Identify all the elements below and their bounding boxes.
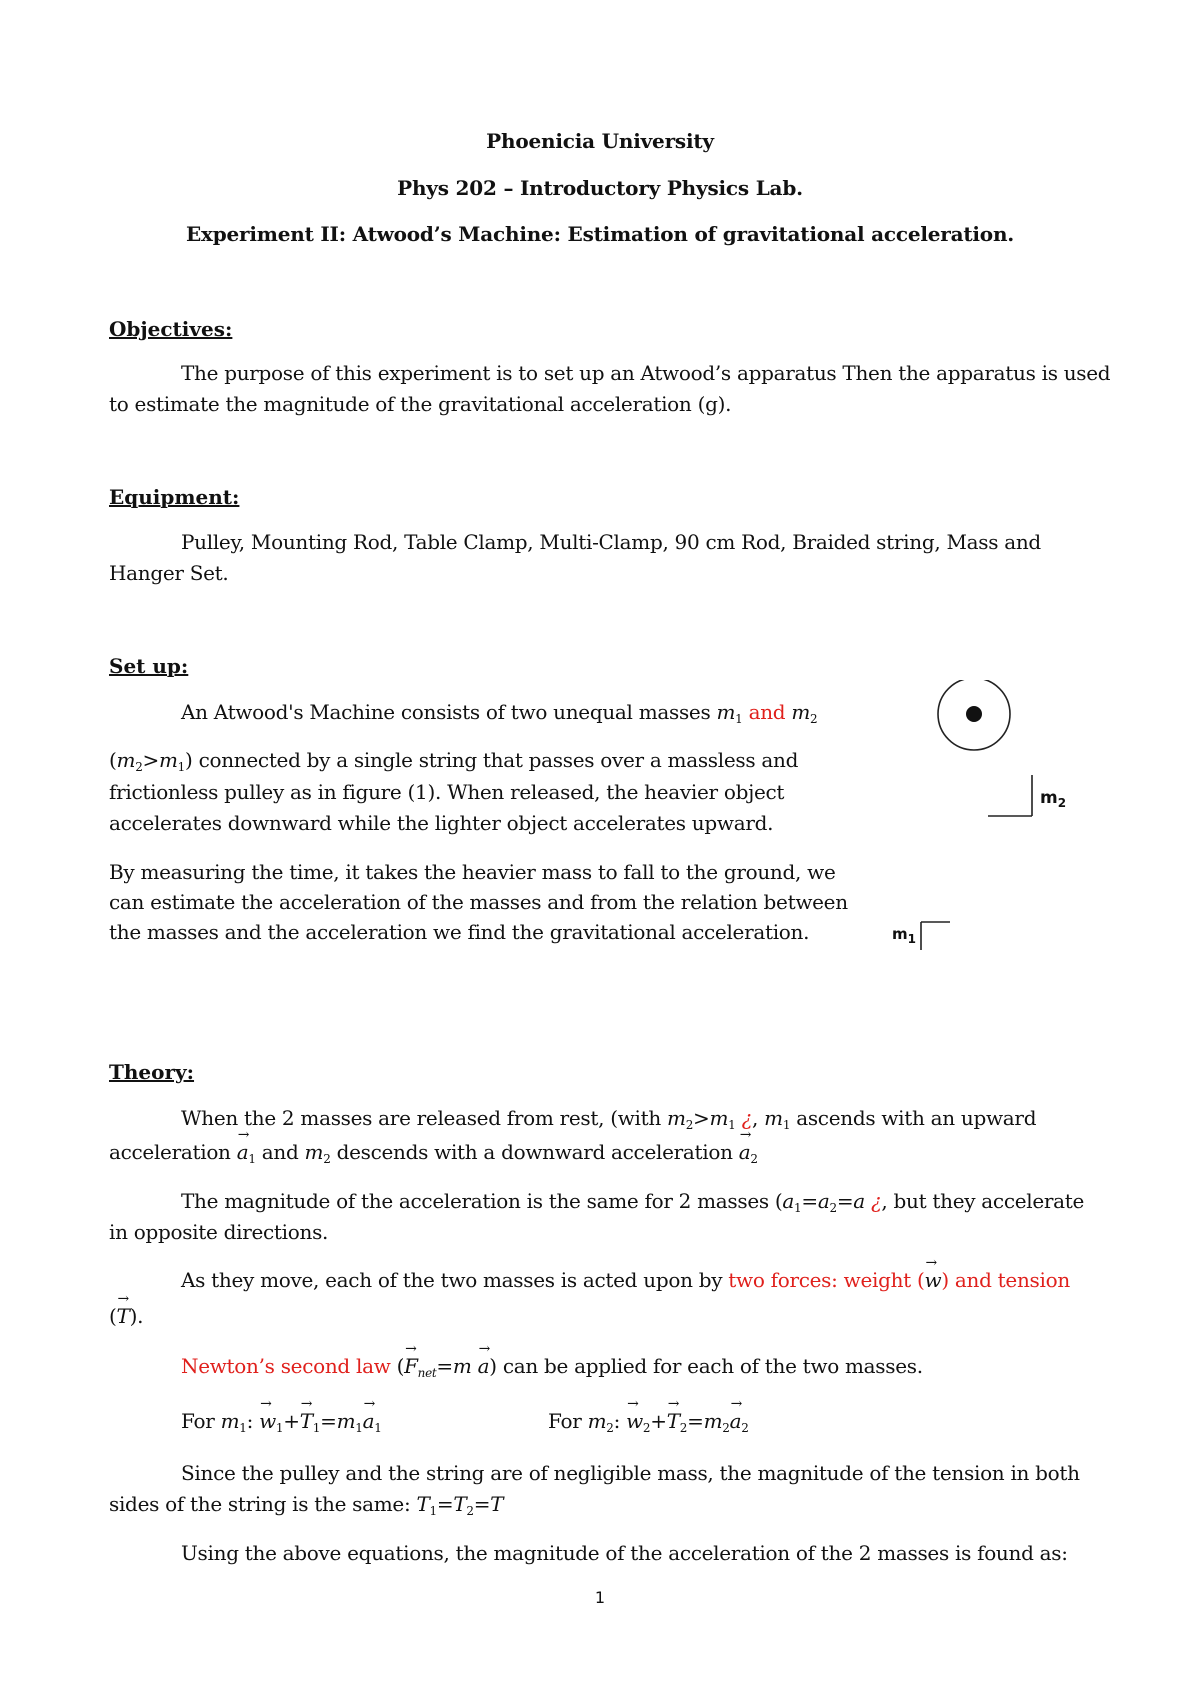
setup-heading: Set up: [109, 654, 189, 678]
figure-label-m2: $m_2$ [1040, 788, 1067, 810]
atwood-figure [892, 680, 1110, 980]
setup-line-2: $(m_2>m_1)$ connected by a single string that passes over a massless and [109, 748, 799, 774]
setup-line-6: can estimate the acceleration of the masses and from the relation between [109, 890, 848, 914]
theory-line-2: acceleration → $a_1$ and $m_2$ descends with a downward acceleration → $a_2$ [109, 1142, 758, 1165]
experiment-title: Experiment II: Atwood’s Machine: Estimation of gravitational acceleration. [185, 222, 1015, 246]
pulley-axle [966, 706, 982, 722]
theory-line-8: Since the pulley and the string are of negligible mass, the magnitude of the tension in both [181, 1461, 1080, 1485]
theory-line-4: in opposite directions. [109, 1220, 329, 1244]
objectives-heading: Objectives: [109, 317, 233, 341]
atwood-diagram [900, 680, 1110, 980]
theory-line-9: sides of the string is the same: $T_1=T_2=T$ [109, 1492, 504, 1518]
theory-line-6: (→ T). [109, 1306, 143, 1326]
setup-line-4: accelerates downward while the lighter object accelerates upward. [109, 811, 774, 835]
theory-line-3: The magnitude of the acceleration is the same for 2 masses ($a_1=a_2=a$ ¿, but they accelerate [181, 1189, 1085, 1215]
setup-line-7: the masses and the acceleration we find the gravitational acceleration. [109, 920, 810, 944]
equipment-heading: Equipment: [109, 485, 240, 509]
setup-line-3: frictionless pulley as in figure (1). When released, the heavier object [109, 780, 785, 804]
equipment-line-2: Hanger Set. [109, 561, 229, 585]
objectives-line-2: to estimate the magnitude of the gravitational acceleration (g). [109, 392, 732, 416]
theory-line-7: Newton’s second law (→ $F_{net}=m \to a$) can be applied for each of the two masses. [181, 1356, 923, 1379]
course-title: Phys 202 – Introductory Physics Lab. [397, 176, 803, 200]
setup-line-5: By measuring the time, it takes the heavier mass to fall to the ground, we [109, 860, 836, 884]
theory-equation-m2: For $m_2$: → $w_2+\to T_2=m_2\to a_2$ [548, 1411, 749, 1434]
theory-heading: Theory: [109, 1060, 195, 1084]
objectives-line-1: The purpose of this experiment is to set up an Atwood’s apparatus Then the apparatus is used [181, 361, 1111, 385]
equipment-line-1: Pulley, Mounting Rod, Table Clamp, Multi-Clamp, 90 cm Rod, Braided string, Mass and [181, 530, 1041, 554]
theory-line-1: When the 2 masses are released from rest, (with $m_2>m_1$ ¿, $m_1$ ascends with an upward [181, 1106, 1037, 1132]
theory-line-5: As they move, each of the two masses is acted upon by two forces: weight (→ w) and tension [181, 1270, 1070, 1290]
figure-label-m1: $m_1$ [892, 925, 916, 946]
theory-equation-m1: For $m_1$: → $w_1+\to T_1=m_1\to a_1$ [181, 1411, 382, 1434]
page-number: 1 [594, 1588, 606, 1607]
university-title: Phoenicia University [486, 129, 714, 153]
setup-line-1: An Atwood's Machine consists of two unequal masses $m_1$ and $m_2$ [181, 700, 818, 726]
theory-line-10: Using the above equations, the magnitude of the acceleration of the 2 masses is found as: [181, 1541, 1068, 1565]
